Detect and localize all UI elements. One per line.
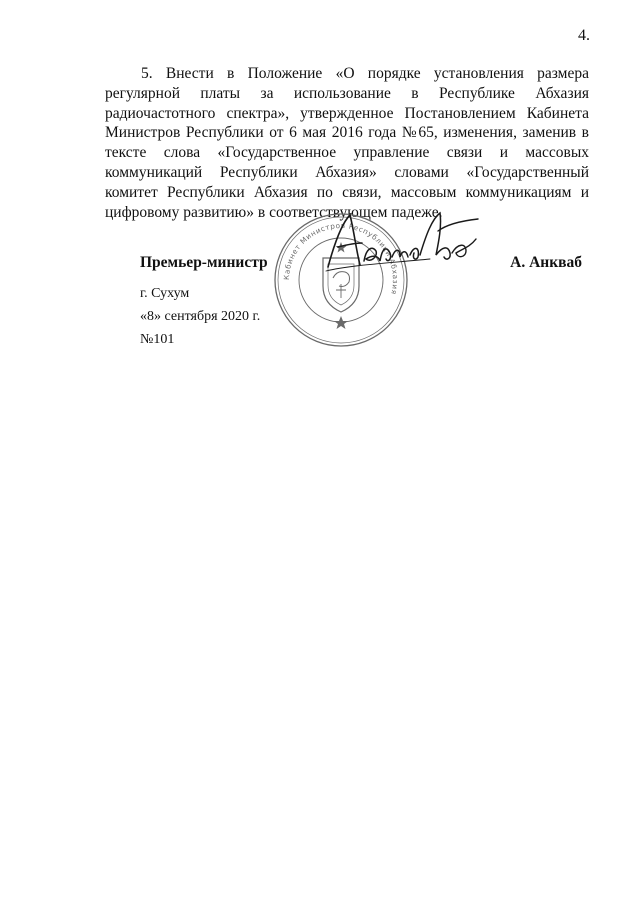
- body-paragraph: 5. Внести в Положение «О порядке установления размера регулярной платы за использование в Республике Абхазия радиочастотного спектра», утвержденное Постановлением Кабинета Министров Республики от 6 мая 2016 года №65, изменения, заменив в тексте слова «Государственное управление связи и массовых коммуникаций Республики Абхазия» словами «Государственный комитет Республики Абхазия по связи, массовым коммуникациям и цифровому развитию» в соответствующем падеже.: [105, 65, 589, 221]
- page-number: 4.: [578, 27, 590, 44]
- handwritten-signature: [320, 205, 485, 285]
- signatory-name: А. Анкваб: [510, 254, 582, 271]
- seal-ring-text: Кабинет Министров Республики Абхазия: [281, 220, 401, 296]
- signatory-title: Премьер-министр: [140, 254, 268, 271]
- document-city: г. Сухум: [140, 286, 190, 301]
- document-date: «8» сентября 2020 г.: [140, 309, 261, 324]
- document-number: №101: [140, 332, 175, 347]
